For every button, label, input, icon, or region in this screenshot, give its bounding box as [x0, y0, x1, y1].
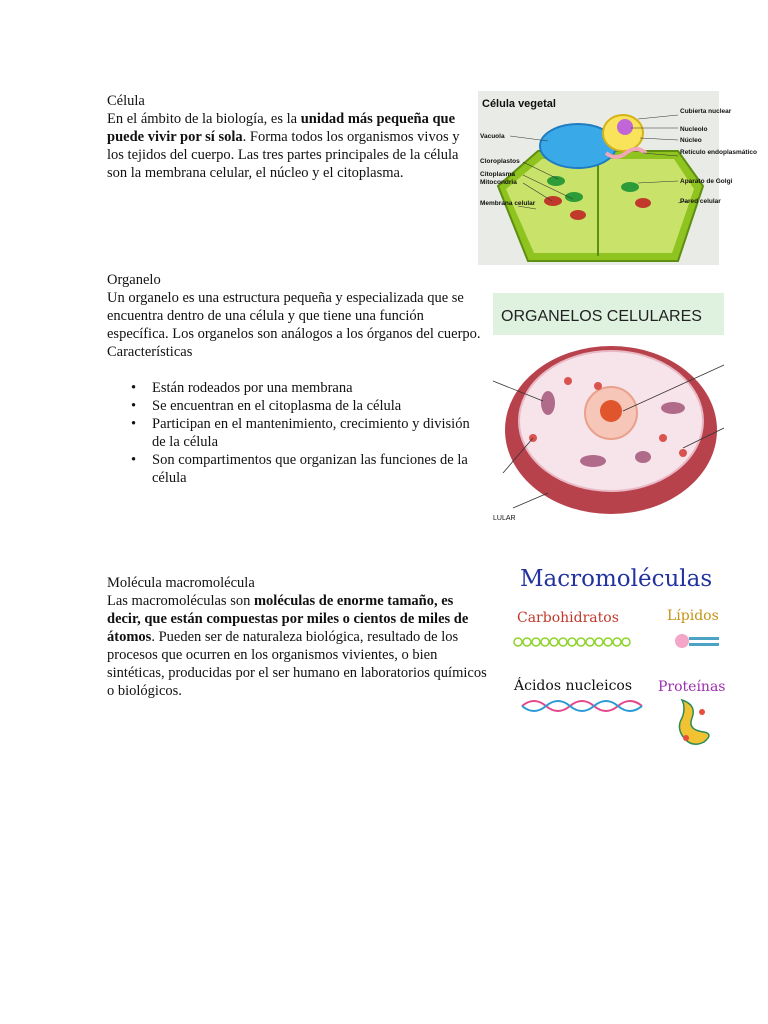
animal-cell-illustration [493, 293, 724, 527]
celula-text-after: . Forma todos los organismos vivos y los tejidos del cuerpo. Las tres partes principales de la célula son la membrana celular, el núcleo y el citoplasma. [107, 129, 460, 181]
lipid-icon [675, 634, 719, 648]
mitochondria-shape [661, 402, 685, 414]
mitochondria-shape [635, 451, 651, 463]
carbohydrate-chain-icon [514, 638, 630, 646]
lysosome-shape [659, 434, 667, 442]
chloroplast-shape [621, 182, 639, 192]
protein-icon [679, 700, 709, 744]
label-nucleolo: Nucleolo [680, 126, 708, 133]
celula-heading: Célula [107, 93, 145, 109]
nucleolus-shape [617, 119, 633, 135]
celula-paragraph [107, 110, 469, 182]
section-celula [107, 92, 469, 182]
label-reticulo: Retículo endoplasmático [680, 149, 757, 156]
list-item: • Están rodeados por una membrana [152, 379, 482, 397]
label-cubierta: Cubierta nuclear [680, 108, 732, 115]
label-proteinas: Proteínas [658, 679, 726, 695]
macromolecules-figure [512, 560, 733, 750]
label-pared: Pared celular [680, 198, 721, 205]
list-item: • Se encuentran en el citoplasma de la célula [152, 397, 482, 415]
celula-text-bold: unidad más pequeña que puede vivir por sí sola [107, 111, 456, 145]
chloroplast-shape [547, 176, 565, 186]
organelles-title: ORGANELOS CELULARES [501, 308, 702, 325]
lysosome-shape [564, 377, 572, 385]
list-item: • Son compartimentos que organizan las funciones de la célula [152, 451, 482, 487]
plant-cell-illustration [478, 91, 757, 265]
mitochondria-shape [580, 455, 606, 467]
organelo-bullet-list [107, 379, 482, 487]
label-mitocondria: Mitocondria [480, 179, 517, 186]
section-molecula [107, 574, 487, 700]
label-lipidos: Lípidos [667, 608, 719, 624]
molecula-text-bold: moléculas de enorme tamaño, es decir, que están compuestas por miles o cientos de miles de átomos [107, 593, 469, 645]
organelles-figure [493, 293, 724, 527]
label-carbohidratos: Carbohidratos [517, 610, 619, 626]
label-golgi: Aparato de Golgi [680, 178, 733, 185]
lysosome-shape [679, 449, 687, 457]
chloroplast-shape [565, 192, 583, 202]
macromolecules-illustration [512, 560, 733, 750]
molecula-paragraph [107, 592, 487, 700]
molecula-heading: Molécula macromolécula [107, 575, 255, 591]
mitochondria-shape [570, 210, 586, 220]
molecula-text-before: Las macromoléculas son [107, 593, 254, 609]
organelo-paragraph: Un organelo es una estructura pequeña y especializada que se encuentra dentro de una célula y que tiene una función específica. Los organelos son análogos a los órganos del cuerpo. [107, 290, 481, 342]
organelo-heading: Organelo [107, 272, 161, 288]
partial-label: LULAR [493, 515, 516, 522]
macromolecules-title: Macromoléculas [520, 566, 713, 592]
label-citoplasma: Citoplasma [480, 171, 516, 178]
mitochondria-shape [635, 198, 651, 208]
label-vacuola: Vacuola [480, 133, 505, 140]
mitochondria-shape [541, 391, 555, 415]
nucleolus-shape [600, 400, 622, 422]
celula-text-before: En el ámbito de la biología, es la [107, 111, 301, 127]
molecula-text-after: . Pueden ser de naturaleza biológica, resultado de los procesos que ocurren en los organismos vivientes, o bien sintéticas, producidas por el ser humano en laboratorios químicos o biológicos. [107, 629, 487, 699]
section-organelo [107, 271, 482, 487]
label-nucleo: Núcleo [680, 137, 702, 144]
plant-cell-title: Célula vegetal [482, 98, 556, 110]
organelo-subheading: Características [107, 344, 193, 360]
label-acidos-nucleicos: Ácidos nucleicos [514, 678, 633, 694]
plant-cell-figure [478, 91, 757, 265]
dna-helix-icon [522, 701, 642, 711]
label-membrana: Membrana celular [480, 200, 536, 207]
lysosome-shape [594, 382, 602, 390]
list-item: • Participan en el mantenimiento, crecimiento y división de la célula [152, 415, 482, 451]
label-cloroplastos: Cloroplastos [480, 158, 520, 165]
